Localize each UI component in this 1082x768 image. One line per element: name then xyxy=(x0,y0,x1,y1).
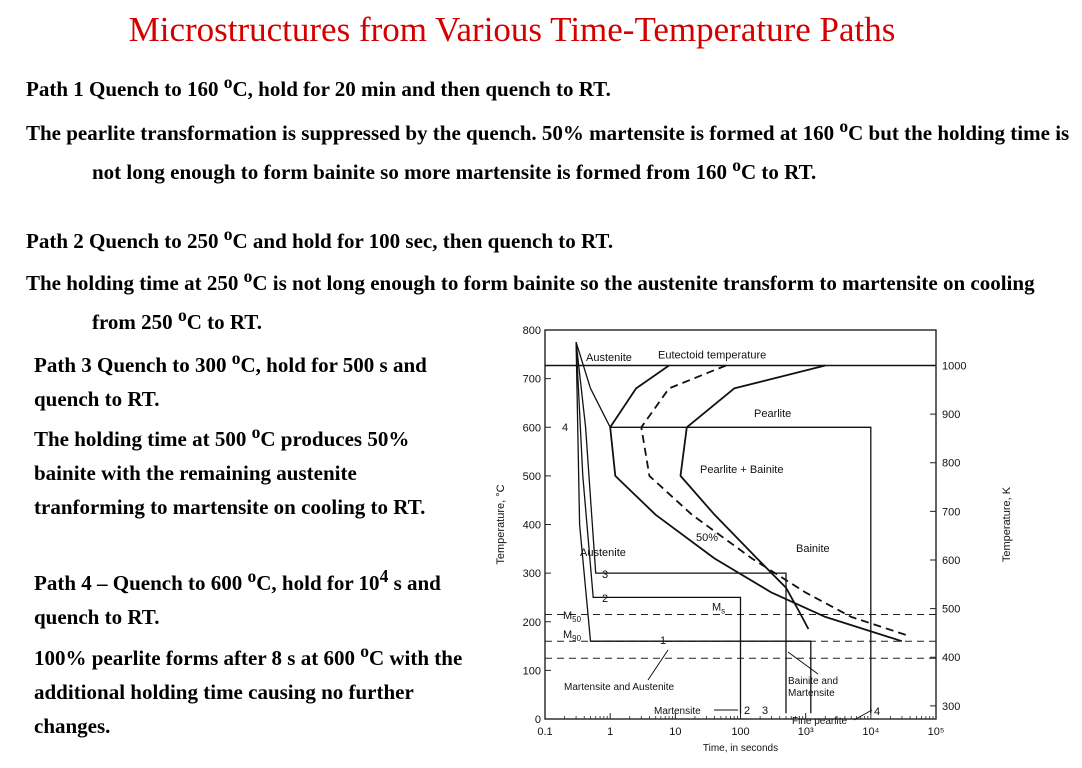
x-tick-label: 1 xyxy=(607,726,614,738)
martensite-austenite-label: Martensite and Austenite xyxy=(564,682,675,693)
fine-pearlite-label: Fine pearlite xyxy=(792,716,848,727)
ms-label: $M_s$ xyxy=(712,601,726,616)
leader-1 xyxy=(648,650,668,680)
path-end-2: 2 xyxy=(744,705,751,717)
path-number-2: 2 xyxy=(602,593,609,605)
m50-label: $M_{50}$ xyxy=(563,610,581,625)
cooling-path-1 xyxy=(576,342,811,713)
y-tick-label: 100 xyxy=(522,665,541,678)
path2-description: The holding time at 250 $^o$C is not long enough to form bainite so the austenite transform to martensite on cooling from 250 $^o$C to RT. xyxy=(26,266,1035,334)
path4-heading: Path 4 – Quench to 600 $^o$C, hold for $10^4$ s and quench to RT. xyxy=(34,566,441,629)
ttt-diagram xyxy=(488,322,1024,768)
path3-heading: Path 3 Quench to 300 $^o$C, hold for 500 s and quench to RT. xyxy=(34,348,427,411)
y-right-tick-label: 700 xyxy=(942,506,961,519)
leader-bainite xyxy=(788,652,818,674)
y-tick-label: 700 xyxy=(522,373,541,386)
y-tick-label: 500 xyxy=(522,470,541,483)
y-right-tick-label: 600 xyxy=(942,554,961,567)
y-right-tick-label: 500 xyxy=(942,603,961,616)
y-right-tick-label: 800 xyxy=(942,457,961,470)
path-end-3: 3 xyxy=(762,705,769,717)
bainite-label: Bainite xyxy=(796,543,830,555)
x-tick-label: 10³ xyxy=(797,726,814,738)
x-tick-label: 10 xyxy=(669,726,682,738)
path-number-3: 3 xyxy=(602,569,609,581)
path-end-4: 4 xyxy=(874,706,881,718)
y-right-tick-label: 900 xyxy=(942,409,961,422)
page-title: Microstructures from Various Time-Temperature Paths xyxy=(128,10,896,49)
y-tick-label: 800 xyxy=(522,325,541,337)
path3-description: The holding time at 500 $^o$C produces 50% bainite with the remaining austenite tranforming to martensite on cooling to RT. xyxy=(34,422,426,519)
x-tick-label: 0.1 xyxy=(537,726,553,738)
x-axis-label: Time, in seconds xyxy=(702,743,779,754)
y-right-tick-label: 400 xyxy=(942,652,961,665)
ttt-curve-start xyxy=(610,366,902,642)
y-tick-label: 400 xyxy=(522,519,541,532)
pearlite-bainite-label: Pearlite + Bainite xyxy=(700,464,784,476)
y-right-axis-label: Temperature, K xyxy=(1001,486,1013,563)
bainite-martensite-label-2: Martensite xyxy=(788,688,835,699)
y-tick-label: 200 xyxy=(522,616,541,629)
y-right-tick-label: 300 xyxy=(942,700,961,713)
path2-heading: Path 2 Quench to 250 $^o$C and hold for 100 sec, then quench to RT. xyxy=(26,224,614,253)
cooling-path-2 xyxy=(576,342,740,713)
ttt-curve-50 xyxy=(641,366,910,637)
austenite-top-label: Austenite xyxy=(586,352,632,364)
y-tick-label: 600 xyxy=(522,422,541,435)
path1-heading: Path 1 Quench to 160 $^o$C, hold for 20 min and then quench to RT. xyxy=(26,72,611,101)
m90-label: $M_{90}$ xyxy=(563,629,581,644)
x-tick-label: 10⁵ xyxy=(927,726,945,738)
ttt-curve-finish xyxy=(681,366,826,630)
pearlite-label: Pearlite xyxy=(754,408,792,420)
y-tick-label: 300 xyxy=(522,568,541,581)
path-number-4: 4 xyxy=(562,422,569,434)
martensite-label: Martensite xyxy=(654,706,701,717)
y-tick-label: 0 xyxy=(534,714,541,726)
path4-description: 100% pearlite forms after 8 s at 600 $^o$C with the additional holding time causing no further changes. xyxy=(34,641,463,738)
cooling-path-3 xyxy=(576,342,786,713)
eutectoid-label: Eutectoid temperature xyxy=(658,349,767,362)
y-right-tick-label: 1000 xyxy=(942,360,967,373)
x-tick-label: 10⁴ xyxy=(862,726,880,738)
x-tick-label: 100 xyxy=(731,726,750,738)
bainite-martensite-label-1: Bainite and xyxy=(788,676,839,687)
path1-description: The pearlite transformation is suppressed by the quench. 50% martensite is formed at 160 $^o$C but the holding time is not long enough to form bainite so more martensite is formed from 160 $^o$C to RT. xyxy=(26,116,1070,184)
path-number-1: 1 xyxy=(660,635,667,647)
fifty-percent-label: 50% xyxy=(696,532,719,544)
austenite-low-label: Austenite xyxy=(580,547,626,559)
y-axis-label: Temperature, °C xyxy=(495,484,507,565)
